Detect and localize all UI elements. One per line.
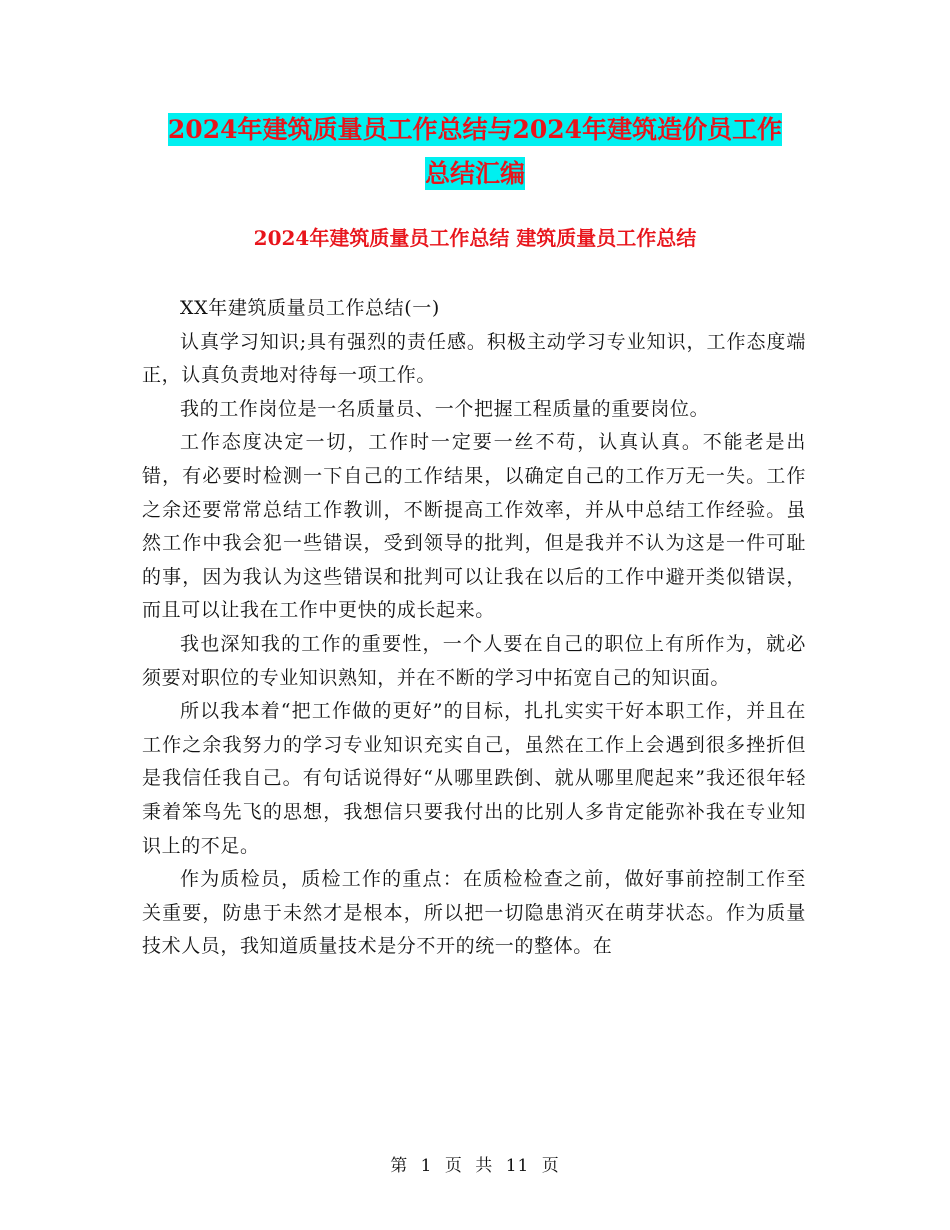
paragraph: 认真学习知识;具有强烈的责任感。积极主动学习专业知识，工作态度端正，认真负责地对待每一项工作。 (142, 330, 806, 387)
footer-page-label: 页 (444, 1156, 463, 1176)
paragraph: 我的工作岗位是一名质量员、一个把握工程质量的重要岗位。 (180, 397, 710, 420)
paragraph: XX年建筑质量员工作总结(一) (180, 297, 440, 319)
total-pages-number: 11 (505, 1156, 530, 1176)
paragraph: 作为质检员，质检工作的重点：在质检检查之前，做好事前控制工作至关重要，防患于未然才是根本，所以把一切隐患消灭在萌芽状态。作为质量技术人员，我知道质量技术是分不开的统一的整体。在 (142, 868, 806, 958)
paragraph: 所以我本着“把工作做的更好”的目标，扎扎实实干好本职工作，并且在工作之余我努力的学习专业知识充实自己，虽然在工作上会遇到很多挫折但是我信任我自己。有句话说得好“从哪里跌倒、就从哪里爬起来”我还很年轻秉着笨鸟先飞的思想，我想信只要我付出的比别人多肯定能弥补我在专业知识上的不足。 (142, 700, 806, 857)
title-line-2: 总结汇编 (424, 159, 525, 188)
current-page-number: 1 (420, 1156, 433, 1176)
paragraph: 我也深知我的工作的重要性，一个人要在自己的职位上有所作为，就必须要对职位的专业知识熟知，并在不断的学习中拓宽自己的知识面。 (142, 632, 806, 689)
paragraph: 工作态度决定一切，工作时一定要一丝不苟，认真认真。不能老是出错，有必要时检测一下自己的工作结果，以确定自己的工作万无一失。工作之余还要常常总结工作教训，不断提高工作效率，并从中总结工作经验。虽然工作中我会犯一些错误，受到领导的批判，但是我并不认为这是一件可耻的事，因为我认为这些错误和批判可以让我在以后的工作中避开类似错误，而且可以让我在工作中更快的成长起来。 (142, 431, 806, 622)
footer-prefix: 第 (390, 1156, 409, 1176)
footer-suffix: 页 (541, 1156, 560, 1176)
title-line-1: 2024年建筑质量员工作总结与2024年建筑造价员工作 (167, 115, 783, 144)
section-heading: 2024年建筑质量员工作总结 建筑质量员工作总结 (253, 226, 697, 250)
body-text (142, 292, 806, 964)
document-title (0, 108, 950, 196)
page-footer (0, 1154, 950, 1178)
footer-total-label: 共 (475, 1156, 494, 1176)
